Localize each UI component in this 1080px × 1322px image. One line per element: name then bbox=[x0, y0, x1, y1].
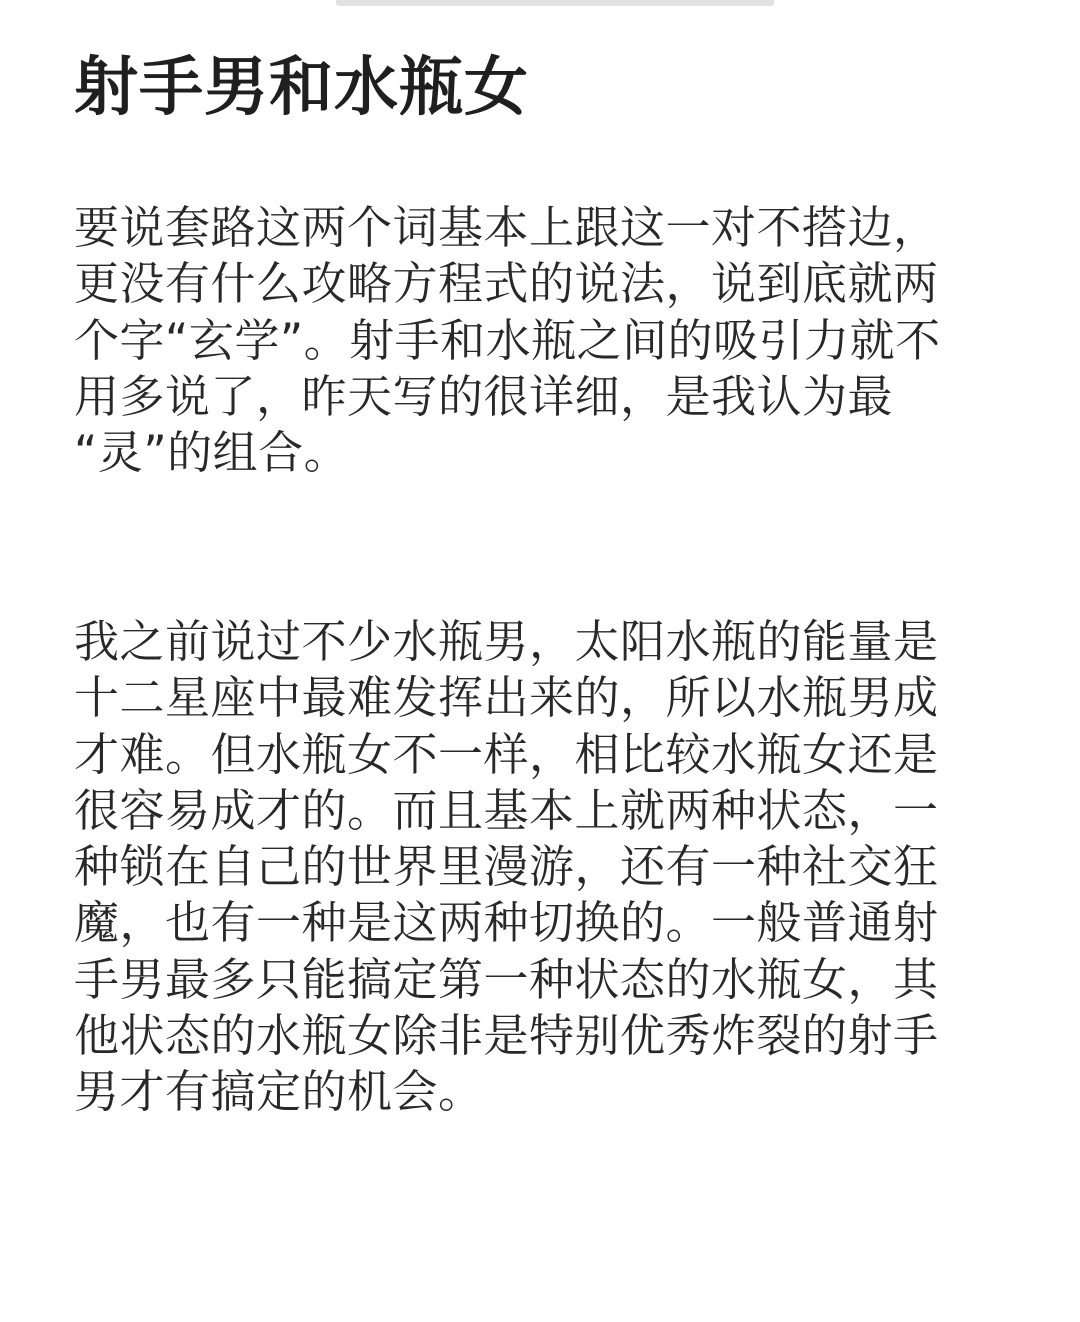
paragraph-line: 更没有什么攻略方程式的说法，说到底就两 bbox=[74, 257, 939, 311]
paragraph-2 bbox=[74, 614, 939, 1121]
paragraph-line: 魔，也有一种是这两种切换的。一般普通射 bbox=[74, 896, 939, 950]
paragraph-line: “灵”的组合。 bbox=[74, 426, 350, 480]
paragraph-line: 种锁在自己的世界里漫游，还有一种社交狂 bbox=[74, 840, 939, 894]
paragraph-line: 用多说了，昨天写的很详细，是我认为最 bbox=[74, 369, 894, 423]
paragraph-line: 他状态的水瓶女除非是特别优秀炸裂的射手 bbox=[74, 1009, 939, 1063]
paragraph-line: 男才有搞定的机会。 bbox=[74, 1065, 484, 1119]
paragraph-line: 十二星座中最难发挥出来的，所以水瓶男成 bbox=[74, 671, 939, 725]
paragraph-line: 很容易成才的。而且基本上就两种状态，一 bbox=[74, 783, 939, 837]
paragraph-line: 我之前说过不少水瓶男，太阳水瓶的能量是 bbox=[74, 615, 939, 668]
paragraph-line: 要说套路这两个词基本上跟这一对不搭边， bbox=[74, 201, 939, 254]
paragraph-line: 个字“玄学”。射手和水瓶之间的吸引力就不 bbox=[74, 313, 941, 367]
paragraph-1 bbox=[74, 200, 941, 481]
article-title: 射手男和水瓶女 bbox=[74, 51, 529, 125]
paragraph-line: 才难。但水瓶女不一样，相比较水瓶女还是 bbox=[74, 727, 939, 781]
paragraph-line: 手男最多只能搞定第一种状态的水瓶女，其 bbox=[74, 952, 939, 1006]
